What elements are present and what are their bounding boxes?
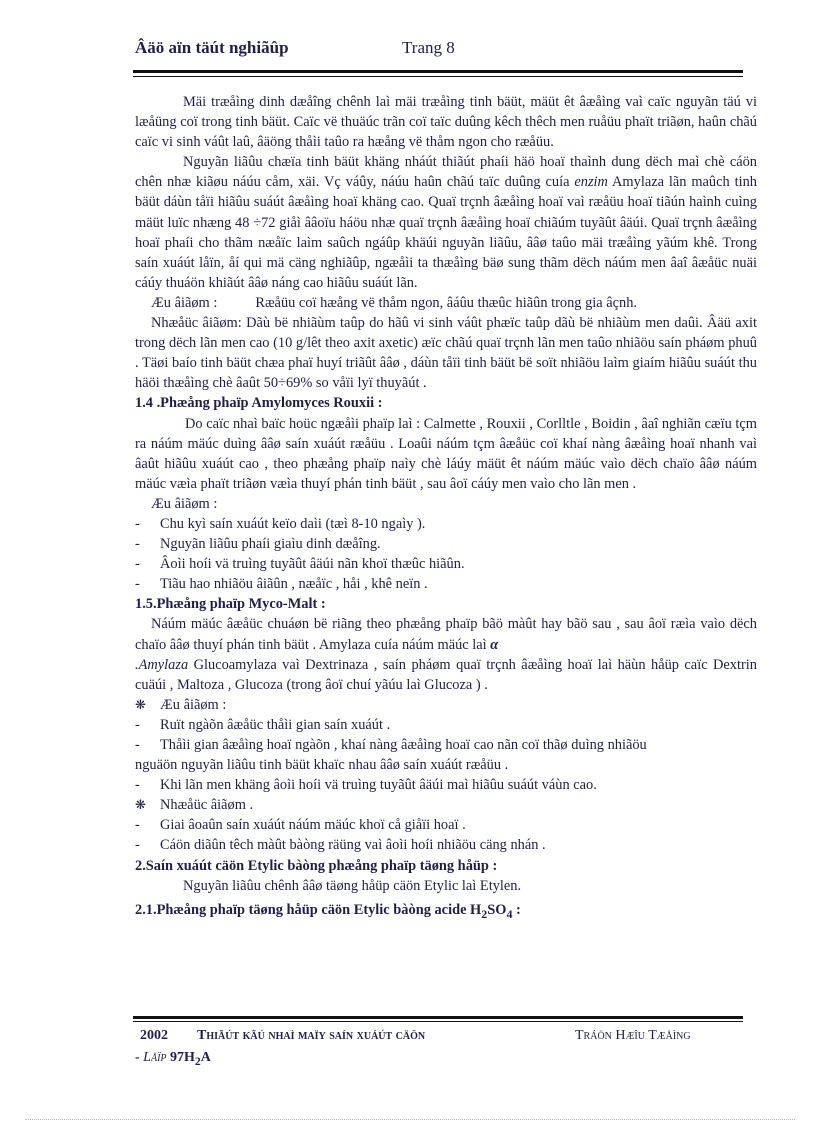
list-item: - Giai âoaûn saín xuáút náúm mäúc khoï cå giåïi hoaï . <box>135 817 466 834</box>
disadvantages-star-line: ❋ Nhæåüc âiãøm . <box>135 795 757 815</box>
list-item: - Ruït ngàõn âæåüc thåìi gian saín xuáút . <box>135 716 391 733</box>
page-bottom-dotted-line <box>25 1119 795 1120</box>
advantages-star-line: ❋ Æu âiãøm : <box>135 695 757 715</box>
body-content <box>135 92 757 924</box>
heading-2: 2.Saín xuáút cäön Etylic bàòng phæång phaïp täøng håüp : <box>135 857 498 874</box>
asterisk-icon: ❋ <box>135 797 146 813</box>
paragraph-continuation: nguäön nguyãn liãûu tinh bäüt khaïc nhau ââø saín xuáút ræåüu . <box>135 757 509 774</box>
list-item: - Thåìi gian âæåìng hoaï ngàõn , khaí nàng âæåìng hoaï cao nãn coï thãø duìng nhiãöu <box>135 737 647 753</box>
list-item: - Tiãu hao nhiãöu âiãûn , næåïc , håi , khê neïn . <box>135 576 428 593</box>
footer-rule-thin <box>133 1021 743 1022</box>
header-doc-title: Âäö aïn täút nghiãûp <box>135 38 289 57</box>
enzim-term: enzim <box>574 174 608 191</box>
header-rule-thin <box>133 76 743 77</box>
list-item: - Cáön diãûn têch màût bàòng räüng vaì âoìi hoíi nhiãöu cäng nhán . <box>135 837 546 854</box>
advantages-label: Æu âiãøm : <box>151 294 218 311</box>
paragraph-ethylene: Nguyãn liãûu chênh ââø täøng håüp cäön Etylic laì Etylen. <box>183 877 522 894</box>
footer-year: 2002 <box>140 1028 168 1043</box>
footer-thesis-title: Thiãút kãú nhaì maïy saín xuáút cäön <box>197 1028 426 1043</box>
paragraph-raw-materials: Nguyãn liãûu chæïa tinh bäüt khäng nháút thiãút phaíi häö hoaï thaình dung dëch maì chè cáön chên nhæ kiãøu náúu cåm, xäi. Vç váûy, náúu haûn chãú taïc duûng cuía enzim Amylaza lãn maûch tinh bäüt dáùn tåïi hiãûu suáút âæåìng hoaï khäng cao. Quaï trçnh âæåìng hoaï vaì ræåüu hoaï tiãún haình cuìng mäüt luïc nhæng 48 ÷72 giåì ââoïu háöu nhæ quaï trçnh âæåìng hoaï chiãúm tuyãût âäúi. Quaï trçnh âæåìng hoaï phaíi cho thãm næåïc laìm saûch ngáûp khäúi nguyãn liãûu, ââø taûo mäi træåìng yãúm khê. Trong saín xuáút låïn, åí qui mä cäng nghiãûp, ngæåìi ta thæåìng bäø sung thãm dëch náúm men âaî âæåüc nuäi cáúy thuáön khiãút ââø náng cao hiãûu suáút lãn. <box>135 154 757 291</box>
footer-class: - Låïp $97H_2A$ <box>135 1050 211 1068</box>
advantages-line <box>135 293 757 313</box>
header-page-label: Trang 8 <box>402 38 455 57</box>
heading-1-4: 1.4 .Phæång phaïp Amylomyces Rouxii : <box>135 395 383 412</box>
amylaza-term: Amylaza <box>138 656 189 673</box>
alpha-symbol: α <box>490 636 499 653</box>
list-item: - Âoìi hoíi vä truìng tuyãût âäúi nãn khoï thæûc hiãûn. <box>135 556 465 573</box>
list-item: - Chu kyì saín xuáút keïo daìi (tæì 8-10 ngaìy ). <box>135 515 426 532</box>
list-item: - Nguyãn liãûu phaíi giaìu dinh dæåîng. <box>135 536 381 553</box>
paragraph-myco-malt: Náúm mäúc âæåüc chuáøn bë riãng theo phæång phaïp bãö màût hay bãö sau , sau âoï ræìa vaìo dëch chaïo ââø thuyí phán tinh bäüt . Amylaza cuía náúm mäúc laì α .Amylaza Glucoamylaza vaì Dextrinaza , saín pháøm quaï trçnh âæåìng hoaï laì häùn håüp caïc Dextrin cuäúi , Maltoza , Glucoza (trong âoï chuí yãúu laì Glucoza ) . <box>135 616 757 693</box>
advantages-label-2: Æu âiãøm : <box>151 495 218 512</box>
asterisk-icon: ❋ <box>135 696 146 712</box>
footer-rule-thick <box>133 1016 743 1019</box>
list-item: - Khi lãn men khäng âoìi hoíi vä truìng tuyãût âäúi maì hiãûu suáút váùn cao. <box>135 777 597 794</box>
advantages-text: Ræåüu coï hæång vë thåm ngon, âáûu thæûc hiãûn trong gia âçnh. <box>255 294 638 311</box>
heading-2-1: 2.1.Phæång phaïp täøng håüp cäön Etylic bàòng acide $H_2SO_4$ : <box>135 901 521 921</box>
header-rule-thick <box>133 70 743 73</box>
paragraph-amylomyces: Do caïc nhaì baïc hoüc ngæåìi phaïp laì : Calmette , Rouxii , Corlltle , Boidin , âaî nghiãn cæïu tçm ra náúm mäúc duìng ââø saín xuáút ræåüu . Loaûi náúm tçm âæåüc coï khaí nàng âæåìng hoaï nhanh vaì âaût hiãûu xuáút cao , theo phæång phaïp naìy chè láúy mäüt êt náúm mäúc vaìo dëch chaïo ââø náúm mäúc væìa phaït triãøn væìa thuyí phán tinh bäüt , sau âoï cáúy men vaìo cho lãn men . <box>135 415 757 492</box>
heading-1-5: 1.5.Phæång phaïp Myco-Malt : <box>135 596 326 613</box>
paragraph-disadvantages: Nhæåüc âiãøm: Dãù bë nhiãùm taûp do hãû vi sinh váût phæïc taûp dãù bë nhiãùm men daûi. Âäü axit trong dëch lãn men cao (10 g/lêt theo axit axetic) æïc chãú quaï trçnh lãn men taûo nhiãöu saín pháøm phuû . Täøi baío tinh bäüt chæa phaï huyí triãût ââø , dáùn tåïi tinh bäüt bë soït nhiãöu laìm giaím hiãûu suáút thu häöi thæåìng chè âaût 50÷69% so våïi lyï thuyãút . <box>135 315 757 392</box>
paragraph-intro: Mäi træåìng dinh dæåîng chênh laì mäi træåìng tinh bäüt, mäüt êt âæåìng vaì caïc nguyãn täú vi læåüng coï trong tinh bäüt. Caïc vë thuäúc trãn coï taïc duûng kêch thêch men ruåüu phaït triãøn, haûn chãú caïc vi sinh váût laû, âäöng thåìi taûo ra hæång vë thåm ngon cho ræåüu. <box>135 94 757 151</box>
footer-author: Tráön Hæîu Tæåìng <box>575 1028 691 1043</box>
